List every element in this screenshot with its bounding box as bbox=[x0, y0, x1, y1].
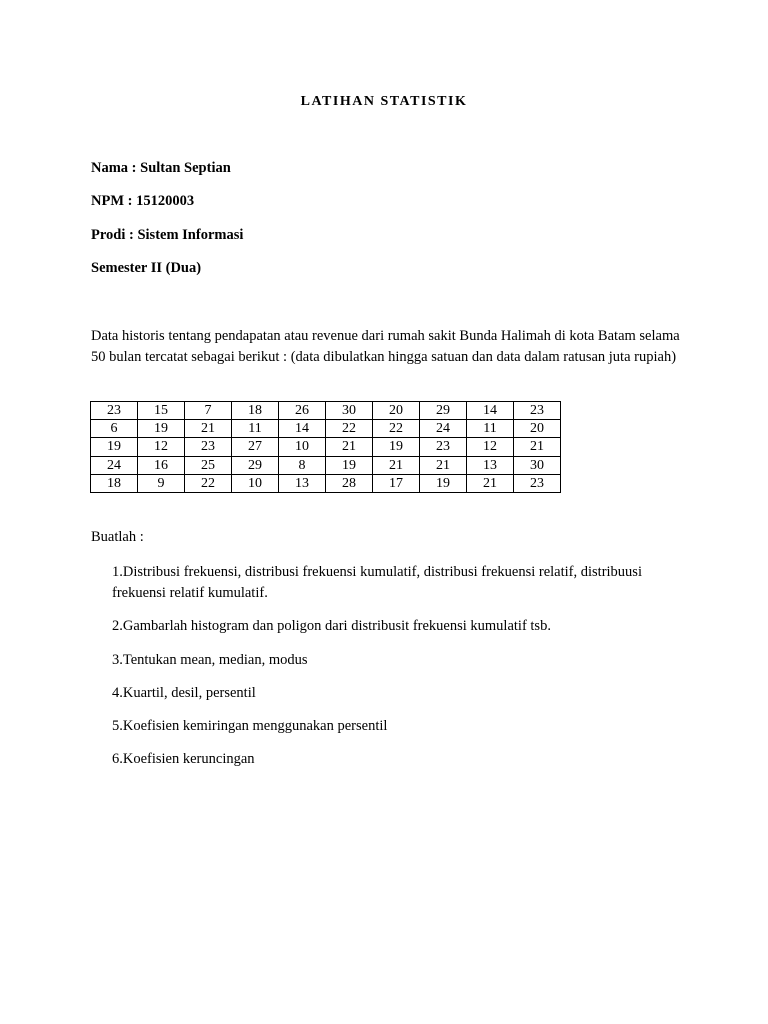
table-cell: 15 bbox=[138, 402, 185, 420]
table-cell: 23 bbox=[91, 402, 138, 420]
table-cell: 19 bbox=[420, 474, 467, 492]
table-cell: 23 bbox=[185, 438, 232, 456]
task-item-3: 3.Tentukan mean, median, modus bbox=[112, 652, 308, 668]
table-cell: 19 bbox=[138, 420, 185, 438]
table-cell: 23 bbox=[514, 474, 561, 492]
table-cell: 10 bbox=[232, 474, 279, 492]
student-npm: NPM : 15120003 bbox=[91, 193, 195, 209]
table-cell: 11 bbox=[467, 420, 514, 438]
table-cell: 20 bbox=[373, 402, 420, 420]
task-item-2: 2.Gambarlah histogram dan poligon dari distribusit frekuensi kumulatif tsb. bbox=[112, 618, 551, 634]
table-row bbox=[91, 420, 561, 438]
intro-paragraph: Data historis tentang pendapatan atau revenue dari rumah sakit Bunda Halimah di kota Batam selama 50 bulan tercatat sebagai berikut : (data dibulatkan hingga satuan dan data dalam ratusan juta rupiah) bbox=[91, 328, 680, 365]
task-item-6: 6.Koefisien keruncingan bbox=[112, 751, 255, 767]
table-cell: 19 bbox=[91, 438, 138, 456]
student-prodi: Prodi : Sistem Informasi bbox=[91, 227, 244, 243]
document-title: LATIHAN STATISTIK bbox=[300, 94, 468, 109]
table-cell: 29 bbox=[232, 456, 279, 474]
table-cell: 21 bbox=[514, 438, 561, 456]
table-cell: 26 bbox=[279, 402, 326, 420]
table-cell: 18 bbox=[91, 474, 138, 492]
table-cell: 13 bbox=[467, 456, 514, 474]
table-row bbox=[91, 402, 561, 420]
table-row bbox=[91, 438, 561, 456]
table-row bbox=[91, 474, 561, 492]
table-cell: 19 bbox=[326, 456, 373, 474]
table-cell: 12 bbox=[138, 438, 185, 456]
table-cell: 29 bbox=[420, 402, 467, 420]
instruction-label: Buatlah : bbox=[91, 529, 144, 545]
table-cell: 14 bbox=[467, 402, 514, 420]
table-cell: 21 bbox=[373, 456, 420, 474]
table-cell: 24 bbox=[91, 456, 138, 474]
task-item-4: 4.Kuartil, desil, persentil bbox=[112, 685, 256, 701]
task-item-1: 1.Distribusi frekuensi, distribusi frekuensi kumulatif, distribusi frekuensi relatif, distribuusi frekuensi relatif kumulatif. bbox=[112, 564, 642, 601]
table-cell: 17 bbox=[373, 474, 420, 492]
table-cell: 25 bbox=[185, 456, 232, 474]
student-name: Nama : Sultan Septian bbox=[91, 160, 231, 176]
table-cell: 7 bbox=[185, 402, 232, 420]
table-cell: 30 bbox=[514, 456, 561, 474]
table-cell: 8 bbox=[279, 456, 326, 474]
table-cell: 13 bbox=[279, 474, 326, 492]
table-cell: 6 bbox=[91, 420, 138, 438]
table-cell: 10 bbox=[279, 438, 326, 456]
table-cell: 16 bbox=[138, 456, 185, 474]
revenue-data-table bbox=[90, 401, 561, 493]
table-cell: 24 bbox=[420, 420, 467, 438]
table-cell: 20 bbox=[514, 420, 561, 438]
table-row bbox=[91, 456, 561, 474]
table-cell: 11 bbox=[232, 420, 279, 438]
table-cell: 22 bbox=[326, 420, 373, 438]
table-cell: 21 bbox=[420, 456, 467, 474]
table-cell: 27 bbox=[232, 438, 279, 456]
table-body bbox=[91, 402, 561, 493]
table-cell: 21 bbox=[326, 438, 373, 456]
table-cell: 12 bbox=[467, 438, 514, 456]
table-cell: 18 bbox=[232, 402, 279, 420]
table-cell: 30 bbox=[326, 402, 373, 420]
table-cell: 14 bbox=[279, 420, 326, 438]
student-semester: Semester II (Dua) bbox=[91, 260, 202, 276]
table-cell: 19 bbox=[373, 438, 420, 456]
table-cell: 22 bbox=[185, 474, 232, 492]
table-cell: 21 bbox=[185, 420, 232, 438]
table-cell: 22 bbox=[373, 420, 420, 438]
task-item-5: 5.Koefisien kemiringan menggunakan persentil bbox=[112, 718, 388, 734]
table-cell: 23 bbox=[514, 402, 561, 420]
table-cell: 21 bbox=[467, 474, 514, 492]
table-cell: 28 bbox=[326, 474, 373, 492]
table-cell: 9 bbox=[138, 474, 185, 492]
table-cell: 23 bbox=[420, 438, 467, 456]
